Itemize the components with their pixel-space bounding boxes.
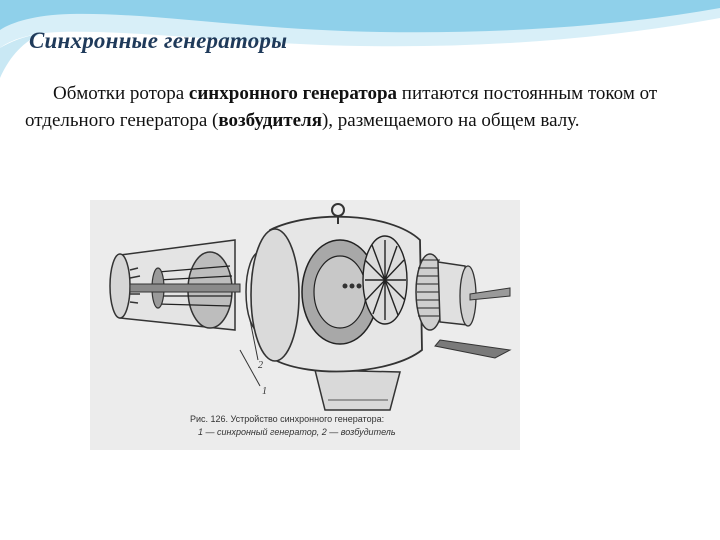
figure-label-2: 2 [258, 360, 263, 371]
figure-caption [190, 413, 520, 439]
body-text-part3: ), размещаемого на общем валу. [321, 110, 580, 131]
body-text-bold-exciter: возбудителя [218, 110, 322, 131]
body-text-part1: Обмотки ротора [53, 83, 189, 104]
figure-caption-line1: Рис. 126. Устройство синхронного генератора: [190, 414, 385, 424]
body-paragraph [25, 80, 685, 134]
figure-label-1: 1 [262, 386, 267, 397]
slide-title: Синхронные генераторы [29, 28, 288, 53]
body-text-part2: питаются постоянным током от отдельного генератора ( [25, 83, 658, 131]
figure-caption-line2: 1 — синхронный генератор, 2 — возбудитель [198, 427, 396, 437]
body-text-bold-generator: синхронного генератора [188, 83, 398, 104]
